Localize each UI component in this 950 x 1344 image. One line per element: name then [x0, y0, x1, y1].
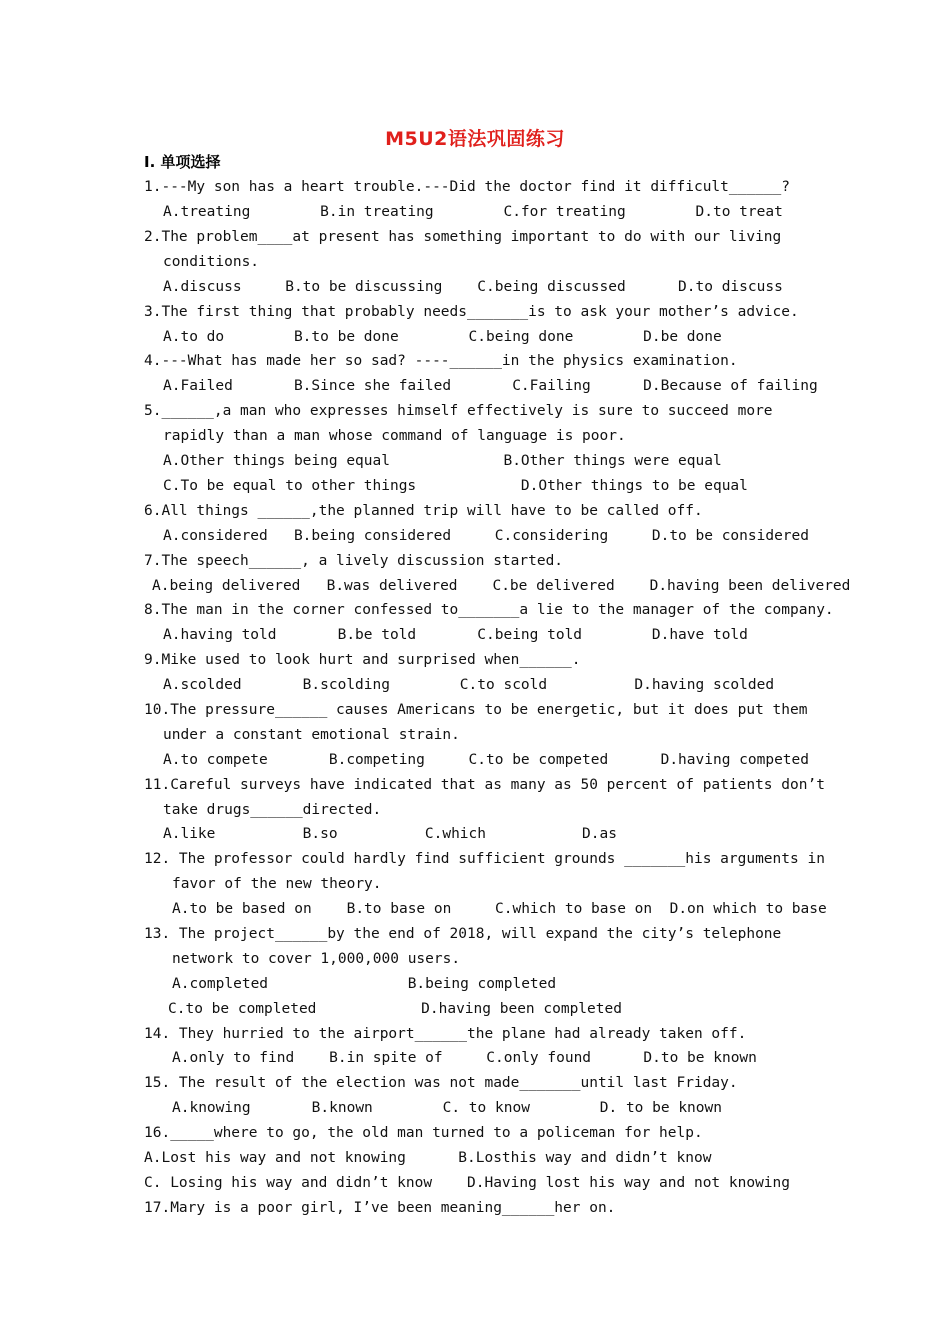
text-line: A.considered B.being considered C.considering D.to be considered [163, 528, 810, 544]
text-line: C. Losing his way and didn’t know D.Having lost his way and not knowing [144, 1175, 791, 1191]
text-line: 10.The pressure______ causes Americans to be energetic, but it does put them [144, 702, 808, 718]
text-line: under a constant emotional strain. [163, 727, 460, 743]
text-line: A.Failed B.Since she failed C.Failing D.Because of failing [163, 378, 818, 394]
text-line: network to cover 1,000,000 users. [172, 951, 461, 967]
text-line: 8.The man in the corner confessed to_______a lie to the manager of the company. [144, 602, 834, 618]
text-line: A.scolded B.scolding C.to scold D.having scolded [163, 677, 775, 693]
text-line: 16._____where to go, the old man turned to a policeman for help. [144, 1125, 703, 1141]
text-line: conditions. [163, 254, 260, 270]
text-line: A.like B.so C.which D.as [163, 826, 617, 842]
text-line: A.knowing B.known C. to know D. to be known [172, 1100, 722, 1116]
text-line: 2.The problem____at present has something important to do with our living [144, 229, 782, 245]
text-line: C.To be equal to other things D.Other things to be equal [163, 478, 748, 494]
text-line: A.only to find B.in spite of C.only found D.to be known [172, 1050, 757, 1066]
text-line: 13. The project______by the end of 2018, will expand the city’s telephone [144, 926, 782, 942]
text-line: favor of the new theory. [172, 876, 382, 892]
text-line: 4.---What has made her so sad? ----______in the physics examination. [144, 353, 738, 369]
text-line: A.having told B.be told C.being told D.have told [163, 627, 748, 643]
text-line: A.to compete B.competing C.to be competed D.having competed [163, 752, 810, 768]
text-line: 5.______,a man who expresses himself effectively is sure to succeed more [144, 403, 773, 419]
text-line: 17.Mary is a poor girl, I’ve been meaning______her on. [144, 1200, 616, 1216]
text-line: A.Lost his way and not knowing B.Losthis way and didn’t know [144, 1150, 712, 1166]
text-line: rapidly than a man whose command of language is poor. [163, 428, 626, 444]
section-heading: I. 单项选择 [144, 153, 221, 171]
text-line: 7.The speech______, a lively discussion started. [144, 553, 564, 569]
page-title: M5U2语法巩固练习 [385, 128, 565, 150]
text-line: take drugs______directed. [163, 802, 382, 818]
text-line: 1.---My son has a heart trouble.---Did the doctor find it difficult______? [144, 179, 791, 195]
text-line: A.to do B.to be done C.being done D.be done [163, 329, 722, 345]
text-line: 14. They hurried to the airport______the plane had already taken off. [144, 1026, 747, 1042]
text-line: 9.Mike used to look hurt and surprised when______. [144, 652, 581, 668]
text-line: A.being delivered B.was delivered C.be delivered D.having been delivered [152, 578, 851, 594]
text-line: A.discuss B.to be discussing C.being discussed D.to discuss [163, 279, 783, 295]
text-line: 6.All things ______,the planned trip will have to be called off. [144, 503, 703, 519]
text-line: 15. The result of the election was not made_______until last Friday. [144, 1075, 738, 1091]
text-line: A.completed B.being completed [172, 976, 557, 992]
text-line: 11.Careful surveys have indicated that as many as 50 percent of patients don’t [144, 777, 825, 793]
text-line: A.Other things being equal B.Other things were equal [163, 453, 722, 469]
text-line: A.to be based on B.to base on C.which to base on D.on which to base [172, 901, 827, 917]
text-line: 12. The professor could hardly find sufficient grounds _______his arguments in [144, 851, 825, 867]
text-line: A.treating B.in treating C.for treating D.to treat [163, 204, 783, 220]
text-line: 3.The first thing that probably needs_______is to ask your mother’s advice. [144, 304, 799, 320]
text-line: C.to be completed D.having been completed [168, 1001, 622, 1017]
